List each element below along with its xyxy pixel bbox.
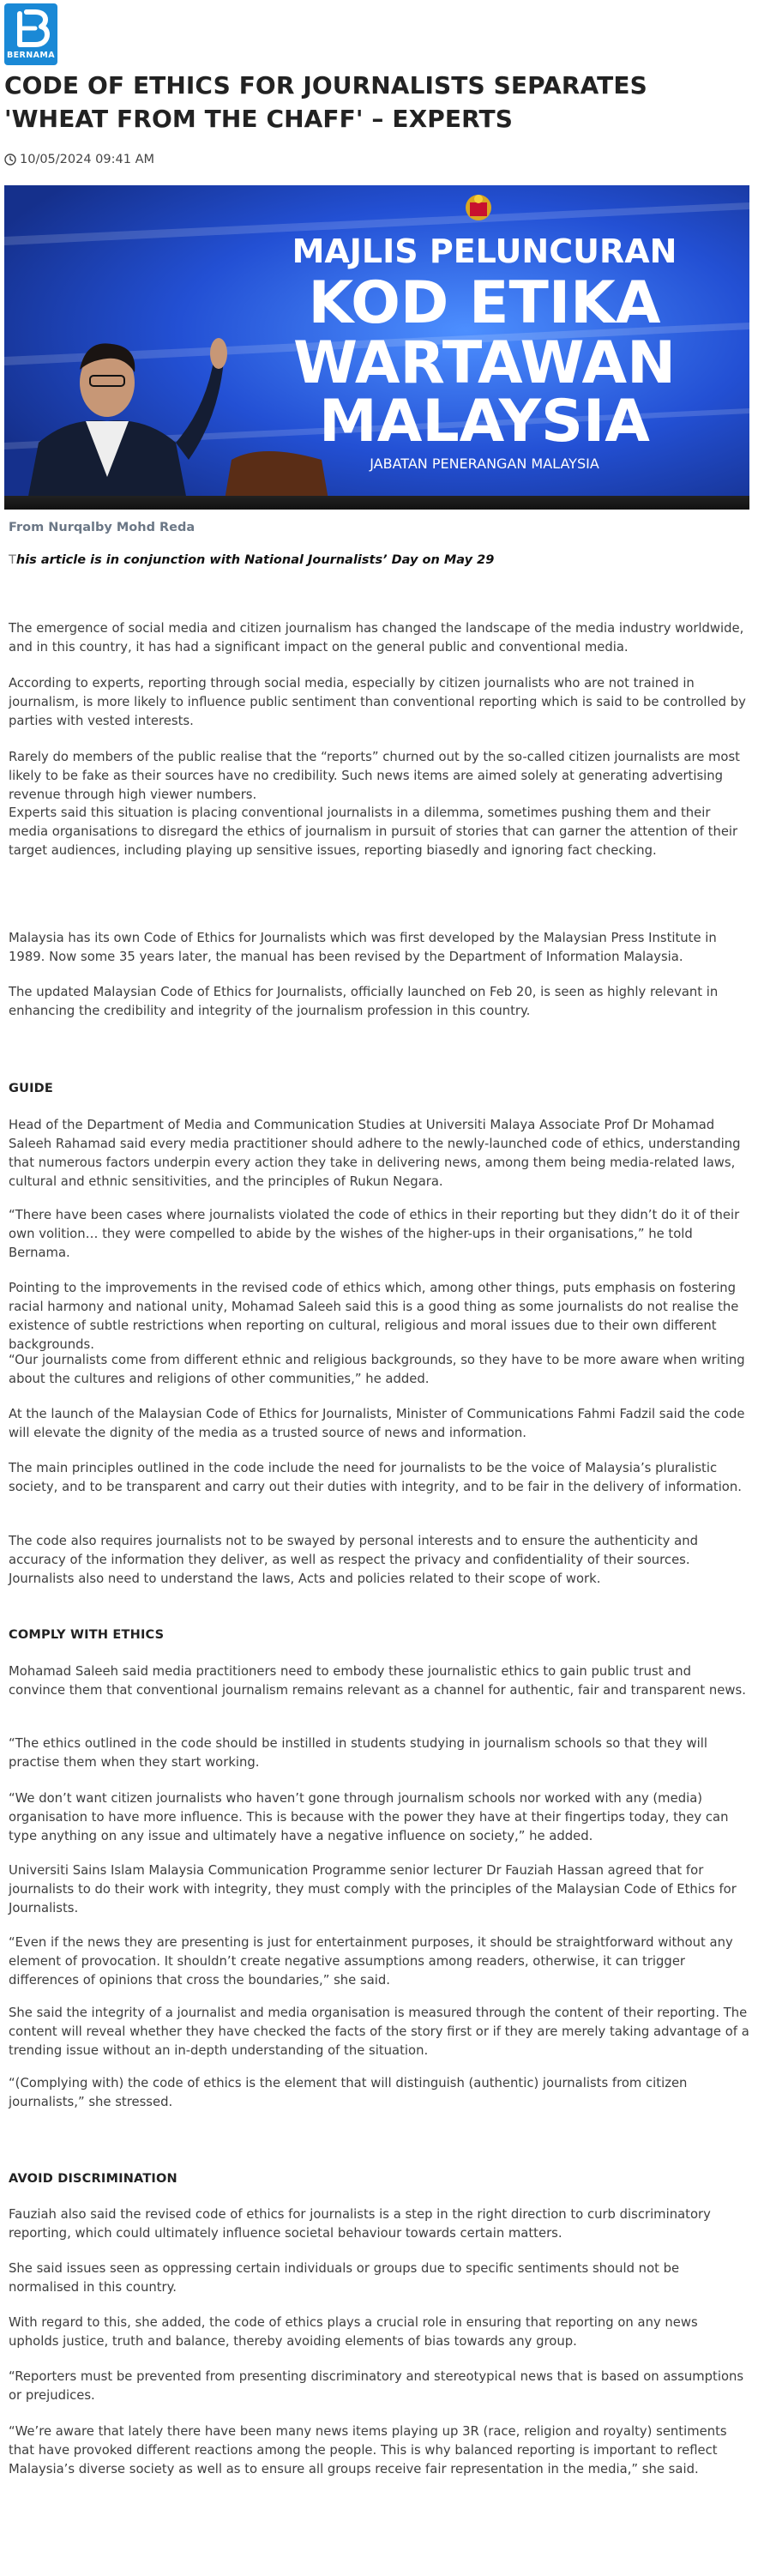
- article-byline: From Nurqalby Mohd Reda: [9, 521, 196, 534]
- crest-emblem: [466, 195, 491, 220]
- paragraph-16: “We don’t want citizen journalists who haven’t gone through journalism schools nor worked with any (media) organisation to have more influence. This is because with the power they have at their fingertips today, they can type anything on any issue and ultimately have a negative influence on society,” he added.: [9, 1791, 729, 1843]
- banner-line-1: MAJLIS PELUNCURAN: [292, 232, 677, 270]
- clock-icon: [4, 154, 16, 166]
- paragraph-14: Mohamad Saleeh said media practitioners need to embody these journalistic ethics to gain public trust and convince them that conventional journalism remains relevant as a channel for authentic, fair and transparent news.: [9, 1664, 746, 1698]
- banner-line-5: JABATAN PENERANGAN MALAYSIA: [370, 455, 599, 472]
- paragraph-3: Rarely do members of the public realise that the “reports” churned out by the so-called citizen journalists are most likely to be fake as their sources have no credibility. Such news items are aimed solely at generating advertising revenue through high viewer numbers.: [9, 750, 740, 802]
- paragraph-20: “(Complying with) the code of ethics is the element that will distinguish (authentic) journalists from citizen journalists,” she stressed.: [9, 2076, 688, 2109]
- logo-text: BERNAMA: [7, 51, 55, 60]
- section-avoid: AVOID DISCRIMINATION: [9, 2172, 177, 2186]
- paragraph-12: The main principles outlined in the code include the need for journalists to be the voice of Malaysia’s pluralistic society, and to be transparent and carry out their duties with integrity, and to be fair in the delivery of information.: [9, 1461, 742, 1494]
- paragraph-5: Malaysia has its own Code of Ethics for Journalists which was first developed by the Malaysian Press Institute in 1989. Now some 35 years later, the manual has been revised by the Department of Information Malaysia.: [9, 931, 717, 964]
- lede-text: his article is in conjunction with National Journalists’ Day on May 29: [15, 553, 495, 567]
- hero-image: [4, 185, 749, 510]
- article-title: CODE OF ETHICS FOR JOURNALISTS SEPARATES 'WHEAT FROM THE CHAFF' – EXPERTS: [4, 71, 647, 133]
- paragraph-17: Universiti Sains Islam Malaysia Communication Programme senior lecturer Dr Fauziah Hassan agreed that for journalists to do their work with integrity, they must comply with the principles of the Malaysian Code of Ethics for Journalists.: [9, 1863, 737, 1915]
- section-guide: GUIDE: [9, 1082, 54, 1095]
- paragraph-25: “We’re aware that lately there have been many news items playing up 3R (race, religion and royalty) sentiments that have provoked different reactions among the people. This is why balanced reporting is important to reflect Malaysia’s diverse society as well as to ensure all groups receive fair representation in the media,” she said.: [9, 2424, 727, 2476]
- article-lede: [9, 553, 494, 567]
- paragraph-21: Fauziah also said the revised code of ethics for journalists is a step in the right direction to curb discriminatory reporting, which could ultimately influence societal behaviour towards certain matters.: [9, 2207, 711, 2241]
- banner-line-2: KOD ETIKA: [308, 269, 661, 337]
- banner-line-3: WARTAWAN: [292, 329, 677, 397]
- article-datetime: 10/05/2024 09:41 AM: [20, 153, 155, 166]
- paragraph-11: At the launch of the Malaysian Code of Ethics for Journalists, Minister of Communications Fahmi Fadzil said the code will elevate the dignity of the media as a trusted source of news and information.: [9, 1407, 745, 1440]
- paragraph-18: “Even if the news they are presenting is just for entertainment purposes, it should be straightforward without any element of provocation. It shouldn’t create negative assumptions among readers, otherwise, it can trigger differences of opinions that cross the boundaries,” she said.: [9, 1935, 733, 1988]
- paragraph-2: According to experts, reporting through social media, especially by citizen journalists who are not trained in journalism, is more likely to influence public sentiment than conventional reporting which is said to be controlled by parties with vested interests.: [9, 676, 746, 728]
- paragraph-9: Pointing to the improvements in the revised code of ethics which, among other things, puts emphasis on fostering racial harmony and national unity, Mohamad Saleeh said this is a good thing as some journalists do not realise the existence of subtle restrictions when reporting on cultural, religious and moral issues due to their own different backgrounds.: [9, 1281, 739, 1352]
- paragraph-15: “The ethics outlined in the code should be instilled in students studying in journalism schools so that they will practise them when they start working.: [9, 1736, 707, 1770]
- article-dateline: [4, 153, 154, 166]
- lede-first-letter: T: [9, 553, 16, 567]
- bernama-logo-icon: [9, 7, 52, 50]
- paragraph-1: The emergence of social media and citizen journalism has changed the landscape of the media industry worldwide, and in this country, it has had a significant impact on the general public and conventional media.: [9, 621, 744, 655]
- paragraph-10: “Our journalists come from different ethnic and religious backgrounds, so they have to be more aware when writing about the cultures and religions of other communities,” he added.: [9, 1353, 745, 1386]
- paragraph-6: The updated Malaysian Code of Ethics for Journalists, officially launched on Feb 20, is seen as highly relevant in enhancing the credibility and integrity of the journalism profession in this country.: [9, 985, 719, 1018]
- hero-photo: [4, 185, 749, 510]
- paragraph-4: Experts said this situation is placing conventional journalists in a dilemma, sometimes pushing them and their media organisations to disregard the ethics of journalism in pursuit of stories that can garner the attention of their target audiences, including playing up sensitive issues, reporting biasedly and ignoring fact checking.: [9, 805, 738, 858]
- section-comply: COMPLY WITH ETHICS: [9, 1628, 165, 1642]
- paragraph-23: With regard to this, she added, the code of ethics plays a crucial role in ensuring that reporting on any news upholds justice, truth and balance, thereby avoiding elements of bias towards any group.: [9, 2315, 698, 2349]
- paragraph-8: “There have been cases where journalists violated the code of ethics in their reporting but they didn’t do it of their own volition… they were compelled to abide by the wishes of the higher-ups in their organisations,” he told Bernama.: [9, 1208, 740, 1260]
- paragraph-22: She said issues seen as oppressing certain individuals or groups due to specific sentiments should not be normalised in this country.: [9, 2261, 680, 2295]
- banner-line-4: MALAYSIA: [319, 388, 650, 455]
- paragraph-19: She said the integrity of a journalist and media organisation is measured through the content of their reporting. The content will reveal whether they have checked the facts of the story first or if they are merely taking advantage of a trending issue without an in-depth understanding of the situation.: [9, 2006, 749, 2058]
- paragraph-13: The code also requires journalists not to be swayed by personal interests and to ensure the authenticity and accuracy of the information they deliver, as well as respect the privacy and confidentiality of their sources. Journalists also need to understand the laws, Acts and policies related to their scope of work.: [9, 1534, 698, 1586]
- paragraph-7: Head of the Department of Media and Communication Studies at Universiti Malaya Associate Prof Dr Mohamad Saleeh Rahamad said every media practitioner should adhere to the newly-launched code of ethics, understanding that numerous factors underpin every action they take in delivering news, among them being media-related laws, cultural and ethnic sensitivities, and the principles of Rukun Negara.: [9, 1118, 741, 1189]
- bernama-logo[interactable]: [4, 3, 57, 65]
- paragraph-24: “Reporters must be prevented from presenting discriminatory and stereotypical news that is based on assumptions or prejudices.: [9, 2369, 744, 2403]
